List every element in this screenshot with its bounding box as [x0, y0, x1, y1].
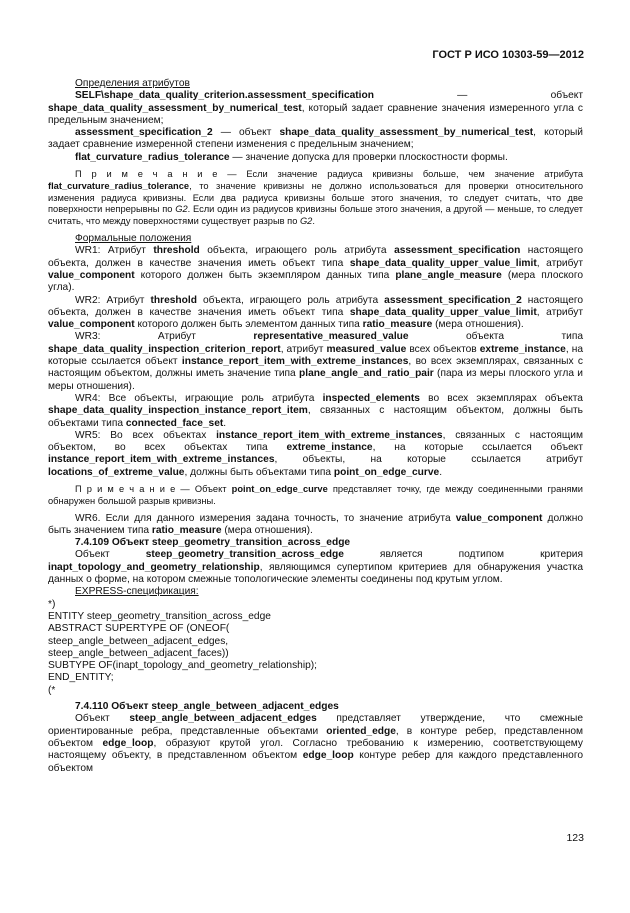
rule-wr5: WR5: Во всех объектах instance_report_item_with_extreme_instances, связанных с настоящим объектом, во всех объектах типа extreme_instance, на которые ссылается объект instance_report_item_with_extreme_instances, объекты, на которые ссылается атрибут locations_of_extreme_value, должны быть объектами типа point_on_edge_curve. — [48, 429, 583, 478]
page-content — [48, 78, 583, 775]
attr-definition: flat_curvature_radius_tolerance — значение допуска для проверки плоскостности формы. — [75, 151, 508, 163]
rules-heading: Формальные положения — [75, 233, 192, 245]
section-heading-109: 7.4.109 Объект steep_geometry_transition_across_edge — [75, 537, 351, 549]
standard-header: ГОСТ Р ИСО 10303-59—2012 — [432, 49, 584, 61]
page-number: 123 — [566, 832, 584, 844]
express-code: *) ENTITY steep_geometry_transition_across_edge ABSTRACT SUPERTYPE OF (ONEOF( steep_angle_between_adjacent_edges, steep_angle_between_adjacent_faces)) SUBTYPE OF(inapt_topology_and_geometry_relationship); END_ENTITY; (* — [48, 598, 317, 696]
rule-wr3: WR3: Атрибут representative_measured_value объекта типа shape_data_quality_inspection_criterion_report, атрибут measured_value всех объектов extreme_instance, на которые ссылается объект instance_report_item_with_extreme_instances, во всех экземплярах, связанных с настоящим объектом, должны иметь значение типа plane_angle_and_ratio_pair (пара из меры плоского угла и меры отношения). — [48, 331, 584, 392]
attr-definition: assessment_specification_2 — объект shape_data_quality_assessment_by_numerical_test, который задает сравнение измеренной степени изменения с предельным значением; — [48, 127, 583, 151]
rule-wr4: WR4: Все объекты, играющие роль атрибута inspected_elements во всех экземплярах объекта shape_data_quality_inspection_instance_report_item, связанных с настоящим объектом, должны быть объектами типа connected_face_set. — [48, 392, 583, 429]
attr-heading: Определения атрибутов — [75, 78, 190, 89]
section-110-text: Объект steep_angle_between_adjacent_edges представляет утверждение, что смежные ориентированные ребра, представленные объектами oriented_edge, в контуре ребер, представленном объектом edge_loop, образуют крутой угол. Согласно требованию к измерению, соответствующему настоящему объекту, в представленном объектом edge_loop контуре ребер для каждого представленного объектом — [48, 713, 583, 774]
note-edge-curve: П р и м е ч а н и е — Объект point_on_edge_curve представляет точку, где между соединенными гранями обнаружен большой разрыв кривизны. — [48, 484, 583, 506]
section-heading-110: 7.4.110 Объект steep_angle_between_adjacent_edges — [75, 701, 339, 713]
rule-wr2: WR2: Атрибут threshold объекта, играющего роль атрибута assessment_specification_2 настоящего объекта, должен в качестве значения иметь объект типа shape_data_quality_upper_value_limit, атрибут value_component которого должен быть элементом данных типа ratio_measure (мера отношения). — [48, 294, 584, 331]
section-109-text: Объект steep_geometry_transition_across_edge является подтипом критерия inapt_topology_and_geometry_relationship, являющимся супертипом критериев для обнаружения участка данных о форме, на котором смежные топологические элементы соединены под крутым углом. — [48, 549, 583, 586]
rule-wr1: WR1: Атрибут threshold объекта, играющего роль атрибута assessment_specification настоящего объекта, должен в качестве значения иметь объект типа shape_data_quality_upper_value_limit, атрибут value_component которого должен быть экземпляром данных типа plane_angle_measure (мера плоского угла). — [48, 245, 584, 294]
attr-definition: SELF\shape_data_quality_criterion.assessment_specification — объект shape_data_quality_assessment_by_numerical_test, который задает сравнение значения измеренного угла с предельным значением; — [48, 90, 583, 126]
note-curvature: П р и м е ч а н и е — Если значение радиуса кривизны больше, чем значение атрибута flat_curvature_radius_tolerance, то значение кривизны не должно использоваться для проверки относительного изменения радиуса кривизны. Если два радиуса кривизны больше этого значения, то следует считать, что две поверхности непрерывны по G2. Если один из радиусов кривизны больше этого значения, а другой — меньше, то следует считать, что между поверхностями существует разрыв по G2. — [48, 169, 583, 227]
express-label: EXPRESS-спецификация: — [75, 586, 199, 598]
rule-wr6: WR6. Если для данного измерения задана точность, то значение атрибута value_component должно быть значением типа ratio_measure (мера отношения). — [48, 512, 583, 536]
